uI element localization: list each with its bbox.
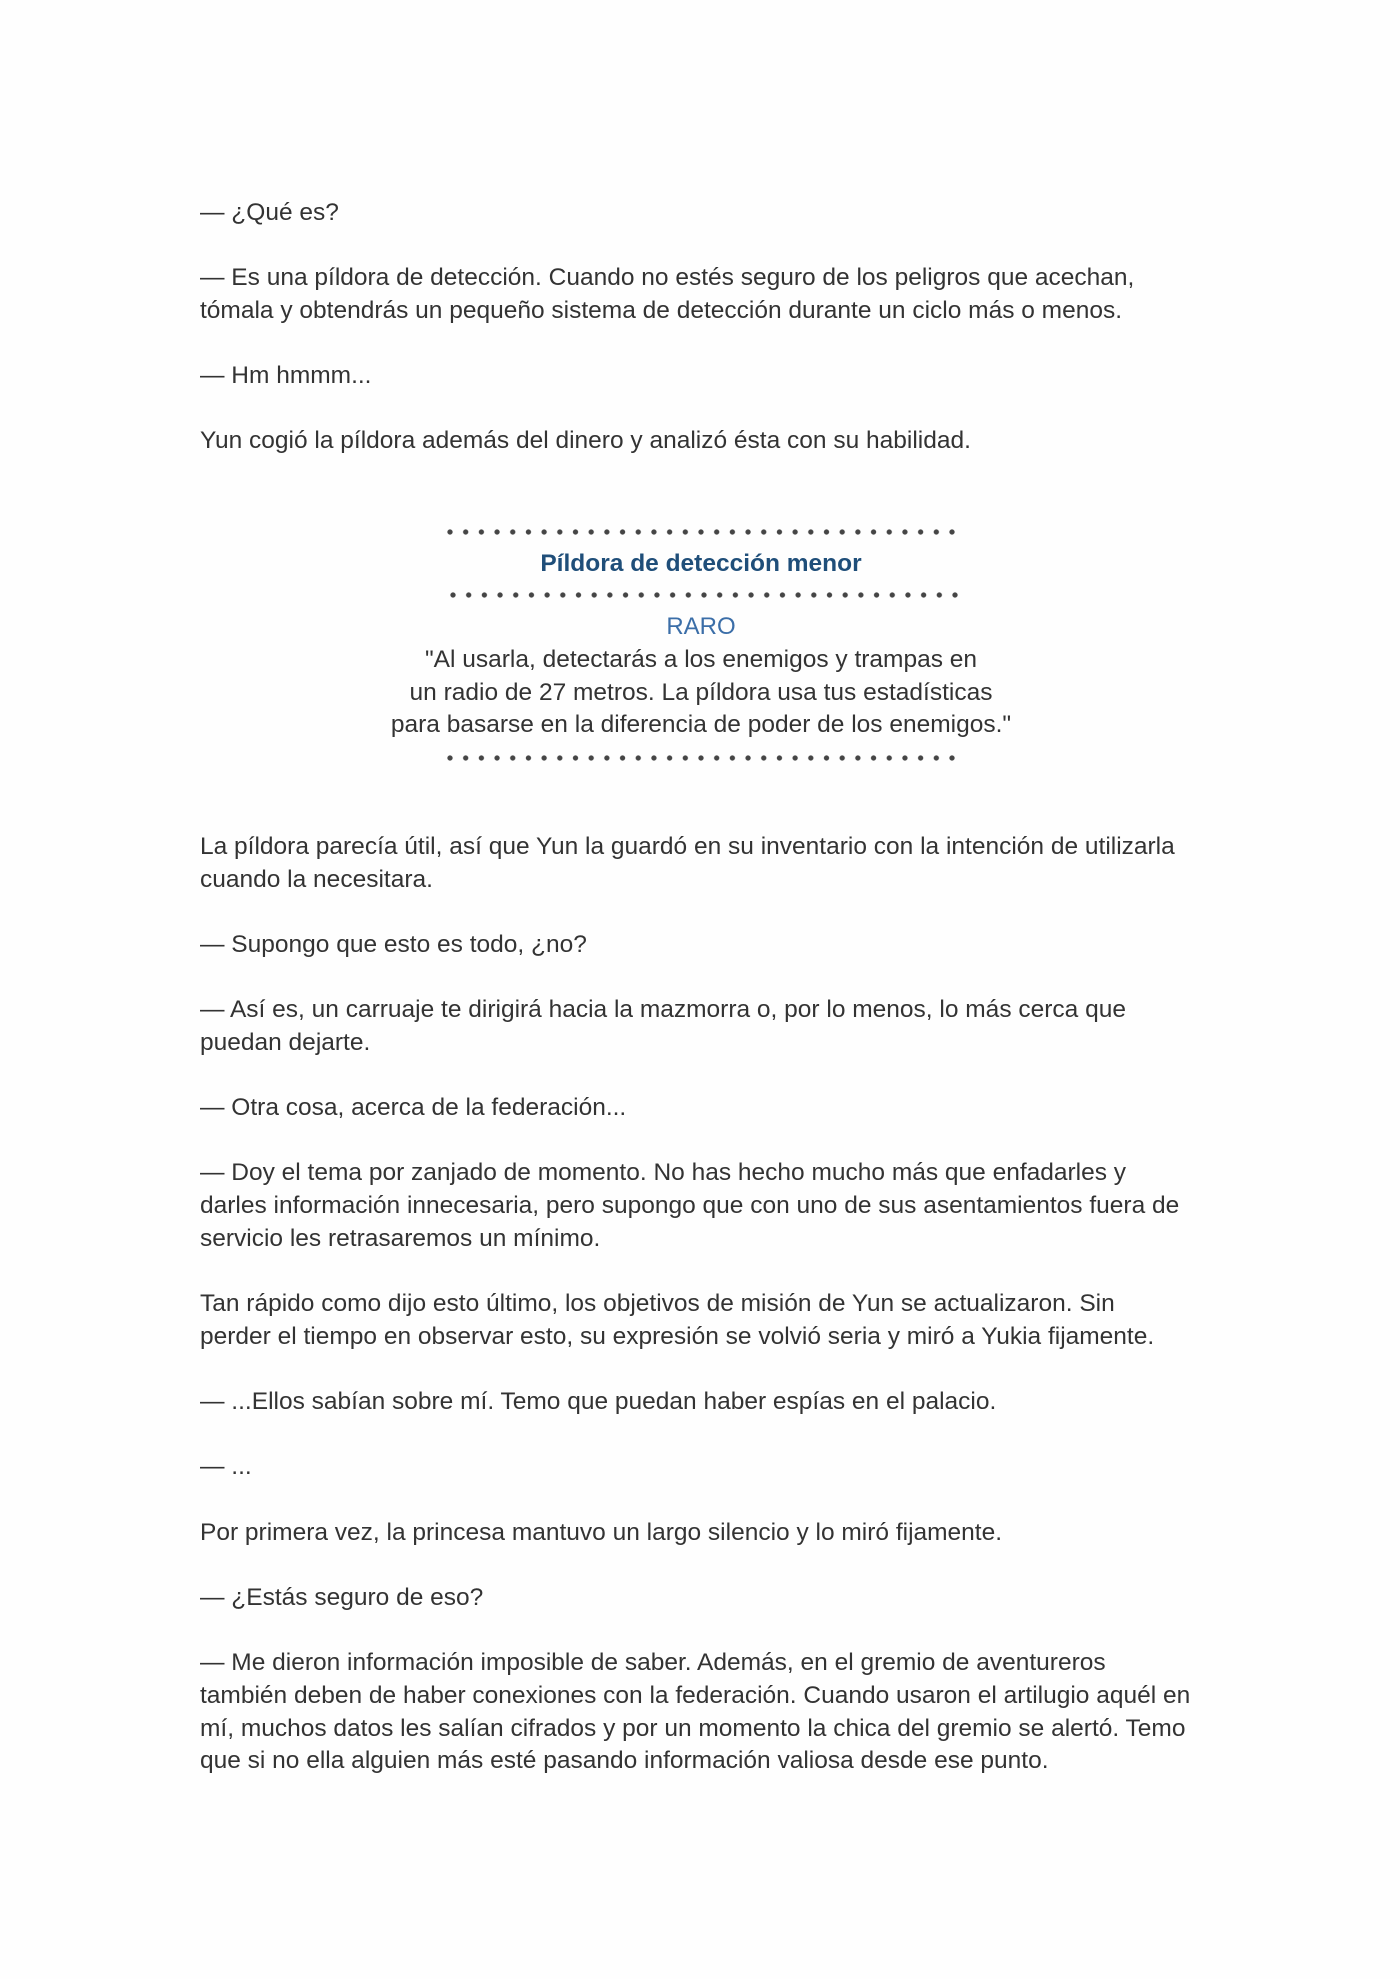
text-line: cuando la necesitara. [200,865,433,893]
text-line: — Supongo que esto es todo, ¿no? [200,931,587,959]
dotted-separator [442,742,960,774]
item-title: Píldora de detección menor [540,550,862,578]
dialogue-paragraph [200,1451,1260,1484]
text-line: La píldora parecía útil, así que Yun la guardó en su inventario con la intención de utilizarla [200,833,1175,861]
text-line: también deben de haber conexiones con la federación. Cuando usaron el artilugio aquél en [200,1681,1191,1709]
dotted-separator [442,516,960,548]
item-info-box [200,516,1202,774]
text-line: mí, muchos datos les salían cifrados y por un momento la chica del gremio se alertó. Temo [200,1714,1186,1742]
text-line: — Hm hmmm... [200,362,372,390]
dialogue-paragraph [200,1582,1260,1615]
text-line: — Otra cosa, acerca de la federación... [200,1094,627,1122]
text-line: — Doy el tema por zanjado de momento. No has hecho mucho más que enfadarles y [200,1159,1127,1187]
text-line: — ¿Qué es? [200,199,339,226]
dialogue-paragraph [200,1386,1260,1419]
text-line: perder el tiempo en observar esto, su expresión se volvió seria y miró a Yukia fijamente. [200,1323,1155,1351]
dotted-separator [445,581,963,609]
item-description-line: un radio de 27 metros. La píldora usa tus estadísticas [409,678,993,706]
item-description-line: "Al usarla, detectarás a los enemigos y trampas en [424,645,978,673]
text-line: — ...Ellos sabían sobre mí. Temo que puedan haber espías en el palacio. [200,1388,997,1416]
narration-paragraph [200,1288,1260,1354]
text-line: darles información innecesaria, pero supongo que con uno de sus asentamientos fuera de [200,1192,1180,1220]
text-line: — Me dieron información imposible de saber. Además, en el gremio de aventureros [200,1649,1106,1676]
text-line: Yun cogió la píldora además del dinero y analizó ésta con su habilidad. [200,427,971,455]
text-line: Tan rápido como dijo esto último, los objetivos de misión de Yun se actualizaron. Sin [200,1290,1115,1318]
text-line: puedan dejarte. [200,1029,371,1057]
dialogue-paragraph [200,929,1260,962]
narration-paragraph [200,425,1260,458]
text-line: — Es una píldora de detección. Cuando no estés seguro de los peligros que acechan, [200,264,1135,292]
narration-paragraph [200,1517,1260,1550]
narration-paragraph [200,831,1260,897]
dialogue-paragraph [200,360,1260,393]
text-line: servicio les retrasaremos un mínimo. [200,1225,601,1253]
text-line: — ... [200,1453,252,1481]
dialogue-paragraph [200,197,1260,230]
dialogue-paragraph [200,994,1260,1060]
dialogue-paragraph [200,262,1260,328]
text-line: Por primera vez, la princesa mantuvo un largo silencio y lo miró fijamente. [200,1518,1003,1546]
dialogue-paragraph [200,1092,1260,1125]
item-description [200,644,1202,742]
dialogue-paragraph [200,1647,1260,1778]
text-line: tómala y obtendrás un pequeño sistema de detección durante un ciclo más o menos. [200,296,1123,324]
text-line: que si no ella alguien más esté pasando información valiosa desde ese punto. [200,1747,1049,1775]
text-line: — Así es, un carruaje te dirigirá hacia la mazmorra o, por lo menos, lo más cerca que [200,996,1126,1024]
item-rarity: RARO [666,612,736,640]
text-line: — ¿Estás seguro de eso? [200,1583,484,1611]
item-description-line: para basarse en la diferencia de poder de los enemigos." [390,711,1012,739]
page-body-text [200,197,1260,1811]
dialogue-paragraph [200,1157,1260,1255]
